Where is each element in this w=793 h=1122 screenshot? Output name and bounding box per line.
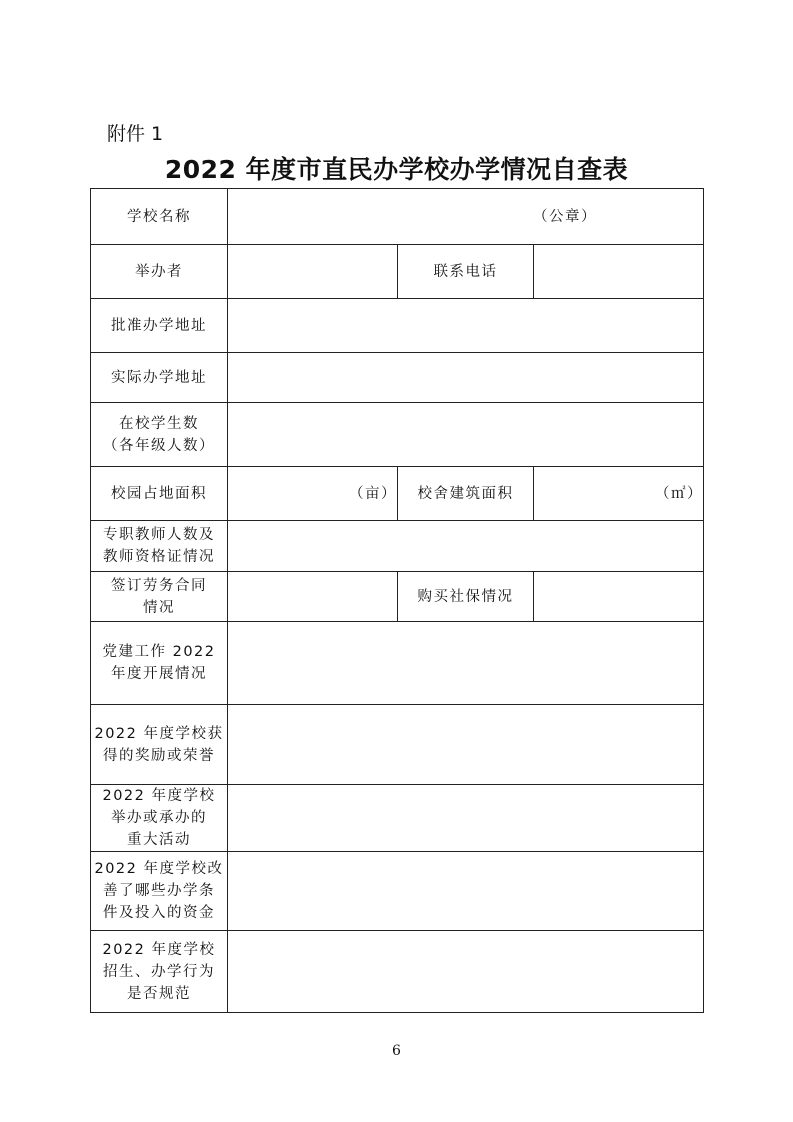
events-field[interactable] xyxy=(228,785,704,852)
row-approved-address xyxy=(91,299,704,353)
row-area xyxy=(91,467,704,521)
sponsor-label: 举办者 xyxy=(91,245,228,299)
awards-label: 2022 年度学校获 得的奖励或荣誉 xyxy=(91,705,228,785)
campus-area-field[interactable] xyxy=(228,467,398,521)
social-security-field[interactable] xyxy=(534,572,704,622)
social-security-label: 购买社保情况 xyxy=(398,572,534,622)
contact-phone-label: 联系电话 xyxy=(398,245,534,299)
school-name-label: 学校名称 xyxy=(91,189,228,245)
improvements-label: 2022 年度学校改 善了哪些办学条 件及投入的资金 xyxy=(91,852,228,931)
contact-phone-field[interactable] xyxy=(534,245,704,299)
page-number: 6 xyxy=(392,1043,401,1059)
teachers-field[interactable] xyxy=(228,521,704,572)
enrollment-label: 2022 年度学校 招生、办学行为 是否规范 xyxy=(91,931,228,1013)
improvements-field[interactable] xyxy=(228,852,704,931)
contract-label: 签订劳务合同 情况 xyxy=(91,572,228,622)
enrollment-field[interactable] xyxy=(228,931,704,1013)
row-contract xyxy=(91,572,704,622)
building-area-field[interactable] xyxy=(534,467,704,521)
building-area-unit: （㎡） xyxy=(655,485,704,502)
row-improvements xyxy=(91,852,704,931)
row-students xyxy=(91,403,704,467)
form-title: 2022 年度市直民办学校办学情况自查表 xyxy=(164,155,629,184)
row-awards xyxy=(91,705,704,785)
teachers-label: 专职教师人数及 教师资格证情况 xyxy=(91,521,228,572)
actual-address-field[interactable] xyxy=(228,353,704,403)
row-school-name xyxy=(91,189,704,245)
self-inspection-form xyxy=(90,188,704,1013)
actual-address-label: 实际办学地址 xyxy=(91,353,228,403)
row-party-building xyxy=(91,622,704,705)
events-label: 2022 年度学校 举办或承办的 重大活动 xyxy=(91,785,228,852)
students-label: 在校学生数 （各年级人数） xyxy=(91,403,228,467)
approved-address-label: 批准办学地址 xyxy=(91,299,228,353)
campus-area-unit: （亩） xyxy=(349,485,397,502)
approved-address-field[interactable] xyxy=(228,299,704,353)
party-building-field[interactable] xyxy=(228,622,704,705)
row-enrollment xyxy=(91,931,704,1013)
students-field[interactable] xyxy=(228,403,704,467)
row-sponsor xyxy=(91,245,704,299)
awards-field[interactable] xyxy=(228,705,704,785)
school-name-field[interactable] xyxy=(228,189,704,245)
sponsor-field[interactable] xyxy=(228,245,398,299)
row-events xyxy=(91,785,704,852)
attachment-label: 附件 1 xyxy=(107,123,164,145)
campus-area-label: 校园占地面积 xyxy=(91,467,228,521)
official-seal-note: （公章） xyxy=(533,208,597,225)
building-area-label: 校舍建筑面积 xyxy=(398,467,534,521)
row-teachers xyxy=(91,521,704,572)
contract-field[interactable] xyxy=(228,572,398,622)
party-building-label: 党建工作 2022 年度开展情况 xyxy=(91,622,228,705)
row-actual-address xyxy=(91,353,704,403)
